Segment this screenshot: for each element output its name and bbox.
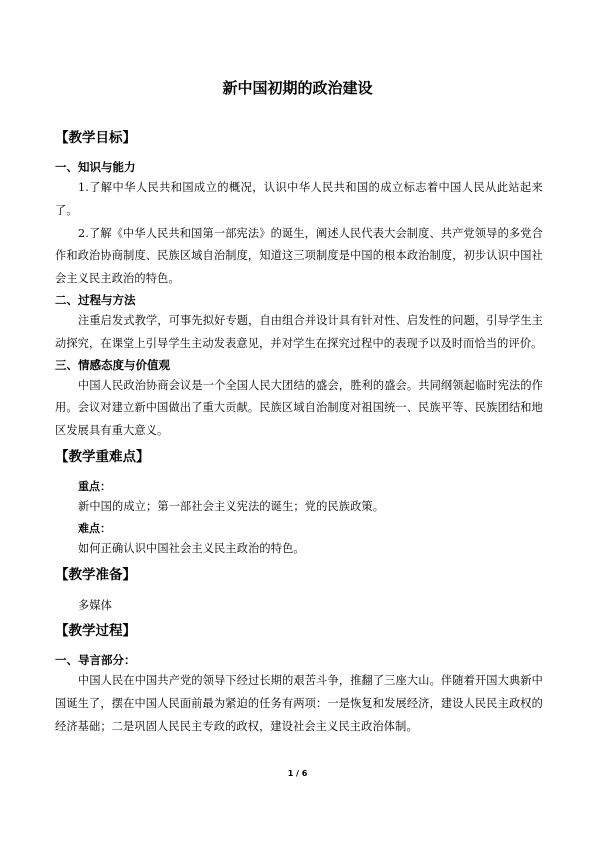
difficulty-text: 如何正确认识中国社会主义民主政治的特色。: [78, 541, 305, 555]
paragraph-process-method: 注重启发式教学，可事先拟好专题，自由组合并设计具有针对性、启发性的问题，引导学生主动探究，在课堂上引导学生主动发表意见，并对学生在探究过程中的表现予以及时而恰当的评价。: [55, 313, 543, 350]
page-number: 1 / 6: [287, 769, 308, 778]
section-heading-key-points: 【教学重难点】: [55, 448, 150, 465]
section-heading-preparation: 【教学准备】: [55, 566, 136, 583]
subheading-knowledge: 一、知识与能力: [55, 160, 136, 174]
paragraph-knowledge-1: 1.了解中华人民共和国成立的概况，认识中华人民共和国的成立标志着中国人民从此站起来了。: [55, 181, 543, 217]
section-heading-teaching-process: 【教学过程】: [55, 623, 136, 640]
subheading-intro: 一、导言部分：: [55, 653, 136, 668]
difficulty-label: 难点：: [78, 521, 111, 535]
paragraph-knowledge-2: 2.了解《中华人民共和国第一部宪法》的诞生，阐述人民代表大会制度、共产党领导的多党合作和政治协商制度、民族区域自治制度，知道这三项制度是中国的根本政治制度，初步认识中国社会主义民主政治的特色。: [55, 226, 543, 286]
subheading-values: 三、情感态度与价值观: [55, 357, 170, 372]
paragraph-intro: 中国人民在中国共产党的领导下经过长期的艰苦斗争，推翻了三座大山。伴随着开国大典新中国诞生了，摆在中国人民面前最为紧迫的任务有两项：一是恢复和发展经济，建设人民民主政权的经济基础；二是巩固人民民主专政的政权，建设社会主义民主政治体制。: [55, 674, 543, 733]
section-heading-goals: 【教学目标】: [55, 130, 136, 146]
focus-label: 重点：: [78, 479, 111, 493]
paragraph-values: 中国人民政治协商会议是一个全国人民大团结的盛会，胜利的盛会。共同纲领起临时宪法的作用。会议对建立新中国做出了重大贡献。民族区域自治制度对祖国统一、民族平等、民族团结和地区发展具有重大意义。: [55, 378, 543, 438]
preparation-text: 多媒体: [78, 598, 113, 612]
document-body: [55, 128, 543, 739]
subheading-process-method: 二、过程与方法: [55, 292, 136, 307]
focus-text: 新中国的成立；第一部社会主义宪法的诞生；党的民族政策。: [78, 499, 385, 513]
document-title: 新中国初期的政治建设: [222, 79, 373, 97]
